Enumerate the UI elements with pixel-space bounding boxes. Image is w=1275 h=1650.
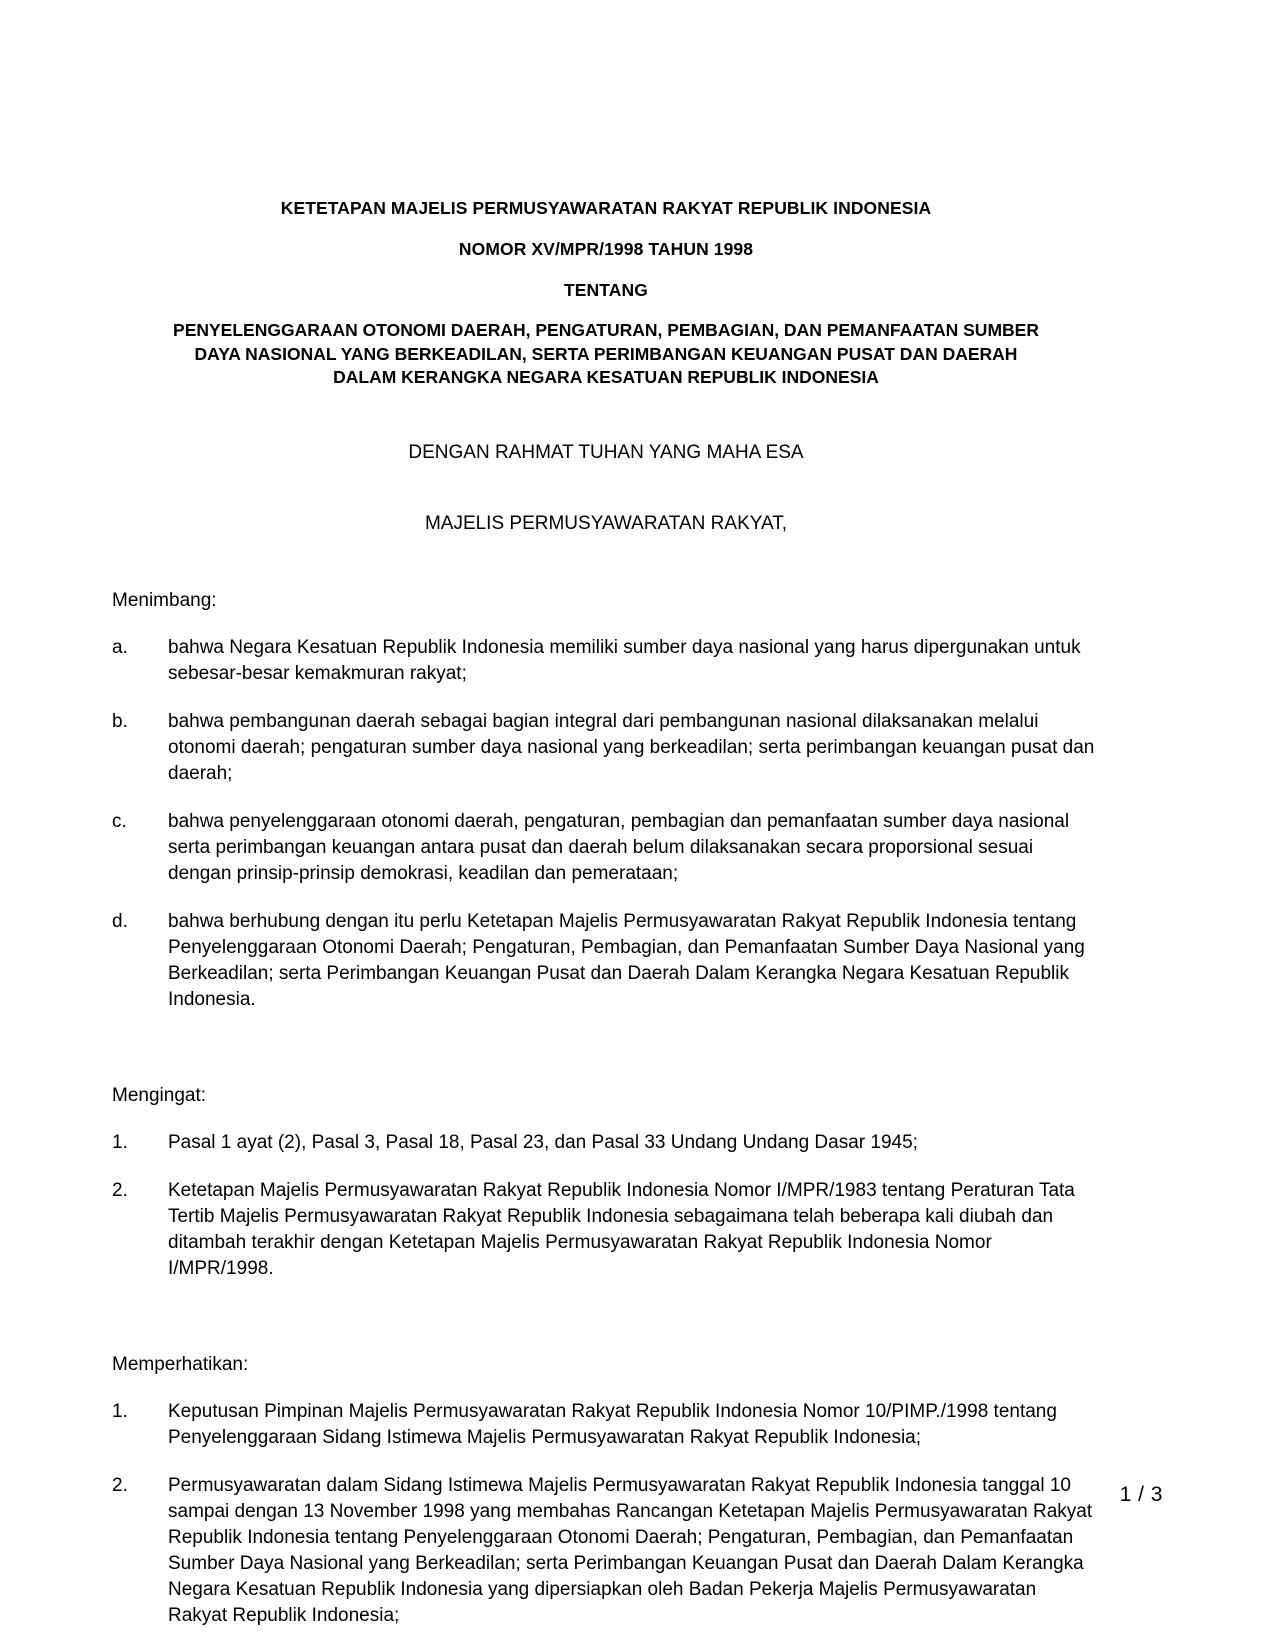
clause-text: Keputusan Pimpinan Majelis Permusyawaratan Rakyat Republik Indonesia Nomor 10/PIMP./1998 tentang Penyelenggaraan Sidang Istimewa Majelis Permusyawaratan Rakyat Republik Indonesia; <box>168 1400 1057 1448</box>
salutation-spacer-top <box>112 390 1100 440</box>
section-spacer-menimbang <box>112 536 1100 588</box>
clause-marker: a. <box>112 636 128 658</box>
heading-spacer-3 <box>112 303 1100 319</box>
heading-institution: KETETAPAN MAJELIS PERMUSYAWARATAN RAKYAT REPUBLIK INDONESIA <box>280 198 932 218</box>
clause-text: Permusyawaratan dalam Sidang Istimewa Majelis Permusyawaratan Rakyat Republik Indonesia tanggal 10 sampai dengan 13 November 1998 yang membahas Rancangan Ketetapan Majelis Permusyawaratan Rakyat Republik Indonesia tentang Penyelenggaraan Otonomi Daerah; Pengaturan, Pembagian, dan Pemanfaatan Sumber Daya Nasional yang Berkeadilan; serta Perimbangan Keuangan Pusat dan Daerah Dalam Kerangka Negara Kesatuan Republik Indonesia yang dipersiapkan oleh Badan Pekerja Majelis Permusyawaratan Rakyat Republik Indonesia; <box>168 1474 1093 1626</box>
heading-number: NOMOR XV/MPR/1998 TAHUN 1998 <box>458 239 754 259</box>
clause-item <box>112 1473 1100 1629</box>
document-masthead <box>112 0 1100 390</box>
clause-item <box>112 709 1100 787</box>
section-spacer-memperhatikan <box>112 1304 1100 1352</box>
heading-title-line-3: DALAM KERANGKA NEGARA KESATUAN REPUBLIK INDONESIA <box>333 367 879 387</box>
clause-text: bahwa berhubung dengan itu perlu Ketetapan Majelis Permusyawaratan Rakyat Republik Indonesia tentang Penyelenggaraan Otonomi Daerah; Pengaturan, Pembagian, dan Pemanfaatan Sumber Daya Nasional yang Berkeadilan; serta Perimbangan Keuangan Pusat dan Daerah Dalam Kerangka Negara Kesatuan Republik Indonesia. <box>168 910 1085 1010</box>
heading-spacer-2 <box>112 262 1100 278</box>
heading-title-line-1: PENYELENGGARAAN OTONOMI DAERAH, PENGATURAN, PEMBAGIAN, DAN PEMANFAATAN SUMBER <box>173 320 1039 340</box>
clause-item <box>112 1130 1100 1156</box>
clause-marker: c. <box>112 810 127 832</box>
clause-text: bahwa penyelenggaraan otonomi daerah, pengaturan, pembagian dan pemanfaatan sumber daya nasional serta perimbangan keuangan antara pusat dan daerah belum dilaksanakan secara proporsional sesuai dengan prinsip-prinsip demokrasi, keadilan dan pemerataan; <box>168 810 1070 884</box>
document-content <box>112 0 1100 1629</box>
salutation-invocation: DENGAN RAHMAT TUHAN YANG MAHA ESA <box>408 441 804 463</box>
section-spacer-mengingat <box>112 1035 1100 1083</box>
clause-marker: b. <box>112 710 128 732</box>
clause-marker: 1. <box>112 1131 128 1153</box>
section-label-menimbang: Menimbang: <box>112 589 217 611</box>
salutation-spacer-mid <box>112 465 1100 511</box>
section-label-mengingat: Mengingat: <box>112 1084 207 1106</box>
clause-item <box>112 1178 1100 1282</box>
clause-marker: 2. <box>112 1474 128 1496</box>
clause-marker: 1. <box>112 1400 128 1422</box>
clause-text: bahwa pembangunan daerah sebagai bagian integral dari pembangunan nasional dilaksanakan melalui otonomi daerah; pengaturan sumber daya nasional yang berkeadilan; serta perimbangan keuangan pusat dan daerah; <box>168 710 1095 784</box>
section-label-memperhatikan: Memperhatikan: <box>112 1353 249 1375</box>
clause-text: bahwa Negara Kesatuan Republik Indonesia memiliki sumber daya nasional yang harus dipergunakan untuk sebesar-besar kemakmuran rakyat; <box>168 636 1081 684</box>
salutation-assembly: MAJELIS PERMUSYAWARATAN RAKYAT, <box>424 512 788 534</box>
clause-marker: 2. <box>112 1179 128 1201</box>
clause-item <box>112 809 1100 887</box>
page-number-indicator: 1 / 3 <box>1119 1483 1163 1506</box>
heading-spacer-1 <box>112 221 1100 237</box>
clause-item <box>112 635 1100 687</box>
clause-marker: d. <box>112 910 128 932</box>
clause-item <box>112 909 1100 1013</box>
heading-title-line-2: DAYA NASIONAL YANG BERKEADILAN, SERTA PERIMBANGAN KEUANGAN PUSAT DAN DAERAH <box>194 343 1018 364</box>
clause-text: Ketetapan Majelis Permusyawaratan Rakyat Republik Indonesia Nomor I/MPR/1983 tentang Peraturan Tata Tertib Majelis Permusyawaratan Rakyat Republik Indonesia sebagaimana telah beberapa kali diubah dan ditambah terakhir dengan Ketetapan Majelis Permusyawaratan Rakyat Republik Indonesia Nomor I/MPR/1998. <box>168 1179 1075 1279</box>
clause-item <box>112 1399 1100 1451</box>
clause-text: Pasal 1 ayat (2), Pasal 3, Pasal 18, Pasal 23, dan Pasal 33 Undang Undang Dasar 1945; <box>168 1131 918 1153</box>
heading-tentang: TENTANG <box>564 280 648 300</box>
